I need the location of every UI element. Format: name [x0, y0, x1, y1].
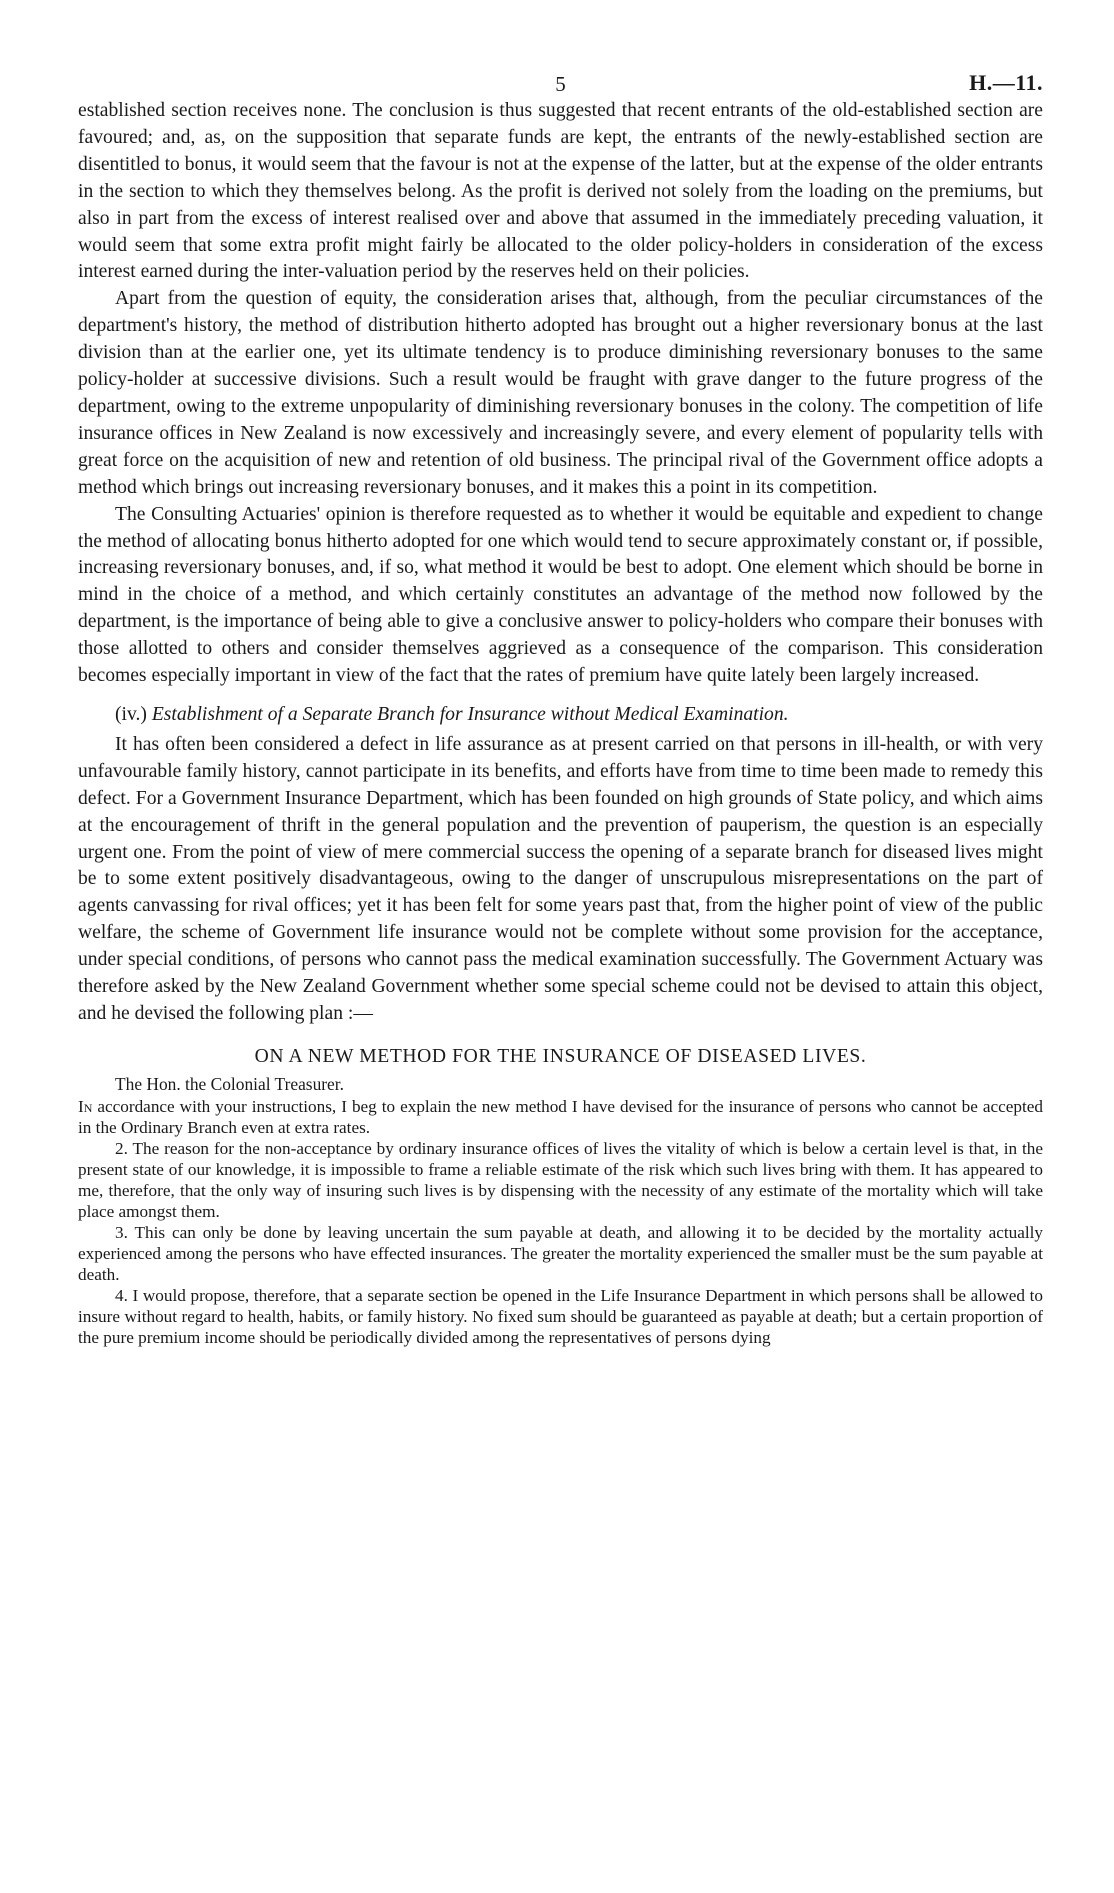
section-paragraph: It has often been considered a defect in life assurance as at present carried on that persons in ill-health, or with very unfavourable family history, cannot participate in its benefits, and efforts have from time to time been made to remedy this defect. For a Government Insurance Department, which has been founded on high grounds of State policy, and which aims at the encouragement of thrift in the general population and the prevention of pauperism, the question is an especially urgent one. From the point of view of mere commercial success the opening of a separate branch for diseased lives might be to some extent positively disadvantageous, owing to the danger of unscrupulous misrepresentations on the part of agents canvassing for rival offices; yet it has been felt for some years past that, from the higher point of view of the public welfare, the scheme of Government life insurance would not be complete without some provision for the acceptance, under special conditions, of persons who cannot pass the medical examination successfully. The Government Actuary was therefore asked by the New Zealand Government whether some special scheme could not be devised to attain this object, and he devised the following plan :—	[78, 733, 1043, 1024]
page-header	[78, 58, 1043, 98]
plan-paragraph-1	[78, 1096, 1043, 1138]
plan-paragraph-4: 4. I would propose, therefore, that a separate section be opened in the Life Insurance Department in which persons shall be allowed to insure without regard to health, habits, or family history. No fixed sum should be guaranteed as payable at death; but a certain proportion of the pure premium income should be periodically divided among the representatives of persons dying	[78, 1285, 1043, 1347]
salutation: The Hon. the Colonial Treasurer.	[115, 1073, 344, 1094]
plan-text	[78, 1096, 1043, 1348]
plan-paragraph-1-lead: In	[78, 1096, 93, 1116]
section-text	[78, 732, 1043, 1028]
section-title: Establishment of a Separate Branch for Insurance without Medical Examination.	[151, 703, 789, 725]
plan-paragraph-2: 2. The reason for the non-acceptance by ordinary insurance offices of lives the vitality of which is below a certain level is that, in the present state of our knowledge, it is impossible to frame a reliable estimate of the risk which such lives bring with them. It has appeared to me, therefore, that the only way of insuring such lives is by dispensing with the necessity of any estimate of the mortality which will take place amongst them.	[78, 1138, 1043, 1221]
plan-paragraph-3: 3. This can only be done by leaving uncertain the sum payable at death, and allowing it to be decided by the mortality actually experienced among the persons who have effected insurances. The greater the mortality experienced the smaller must be the sum payable at death.	[78, 1222, 1043, 1284]
paragraph-1: established section receives none. The conclusion is thus suggested that recent entrants of the old-established section are favoured; and, as, on the supposition that separate funds are kept, the entrants of the newly-established section are disentitled to bonus, it would seem that the favour is not at the expense of the latter, but at the expense of the older entrants in the section to which they themselves belong. As the profit is derived not solely from the loading on the premiums, but also in part from the excess of interest realised over and above that assumed in the immediately preceding valuation, it would seem that some extra profit might fairly be allocated to the older policy-holders in consideration of the excess interest earned during the inter-valuation period by the reserves held on their policies.	[78, 100, 1043, 283]
paragraph-3: The Consulting Actuaries' opinion is therefore requested as to whether it would be equitable and expedient to change the method of allocating bonus hitherto adopted for one which would tend to secure approximately constant or, if possible, increasing reversionary bonuses, and, if so, what method it would be best to adopt. One element which should be borne in mind in the choice of a method, and which certainly constitutes an advantage of the method now followed by the department, is the importance of being able to give a conclusive answer to policy-holders who compare their bonuses with those allotted to others and consider themselves aggrieved as a consequence of the comparison. This consideration becomes especially important in view of the fact that the rates of premium have quite lately been largely increased.	[78, 503, 1043, 687]
main-text	[78, 98, 1043, 690]
plan-paragraph-1-body: accordance with your instructions, I beg to explain the new method I have devised for the insurance of persons who cannot be accepted in the Ordinary Branch even at extra rates.	[78, 1096, 1043, 1137]
section-number: (iv.)	[115, 703, 147, 725]
plan-title: ON A NEW METHOD FOR THE INSURANCE OF DISEASED LIVES.	[254, 1045, 867, 1067]
section-heading	[78, 702, 1043, 728]
page-number: 5	[555, 72, 566, 96]
paragraph-2: Apart from the question of equity, the consideration arises that, although, from the peculiar circumstances of the department's history, the method of distribution hitherto adopted has brought out a higher reversionary bonus at the last division than at the earlier one, yet its ultimate tendency is to produce diminishing reversionary bonuses to the same policy-holder at successive divisions. Such a result would be fraught with grave danger to the future progress of the department, owing to the extreme unpopularity of diminishing reversionary bonuses in the colony. The competition of life insurance offices in New Zealand is now excessively and increasingly severe, and every element of popularity tells with great force on the acquisition of new and retention of old business. The principal rival of the Government office adopts a method which brings out increasing reversionary bonuses, and it makes this a point in its competition.	[78, 288, 1043, 498]
document-reference: H.—11.	[969, 70, 1043, 95]
document-page	[78, 58, 1043, 1348]
